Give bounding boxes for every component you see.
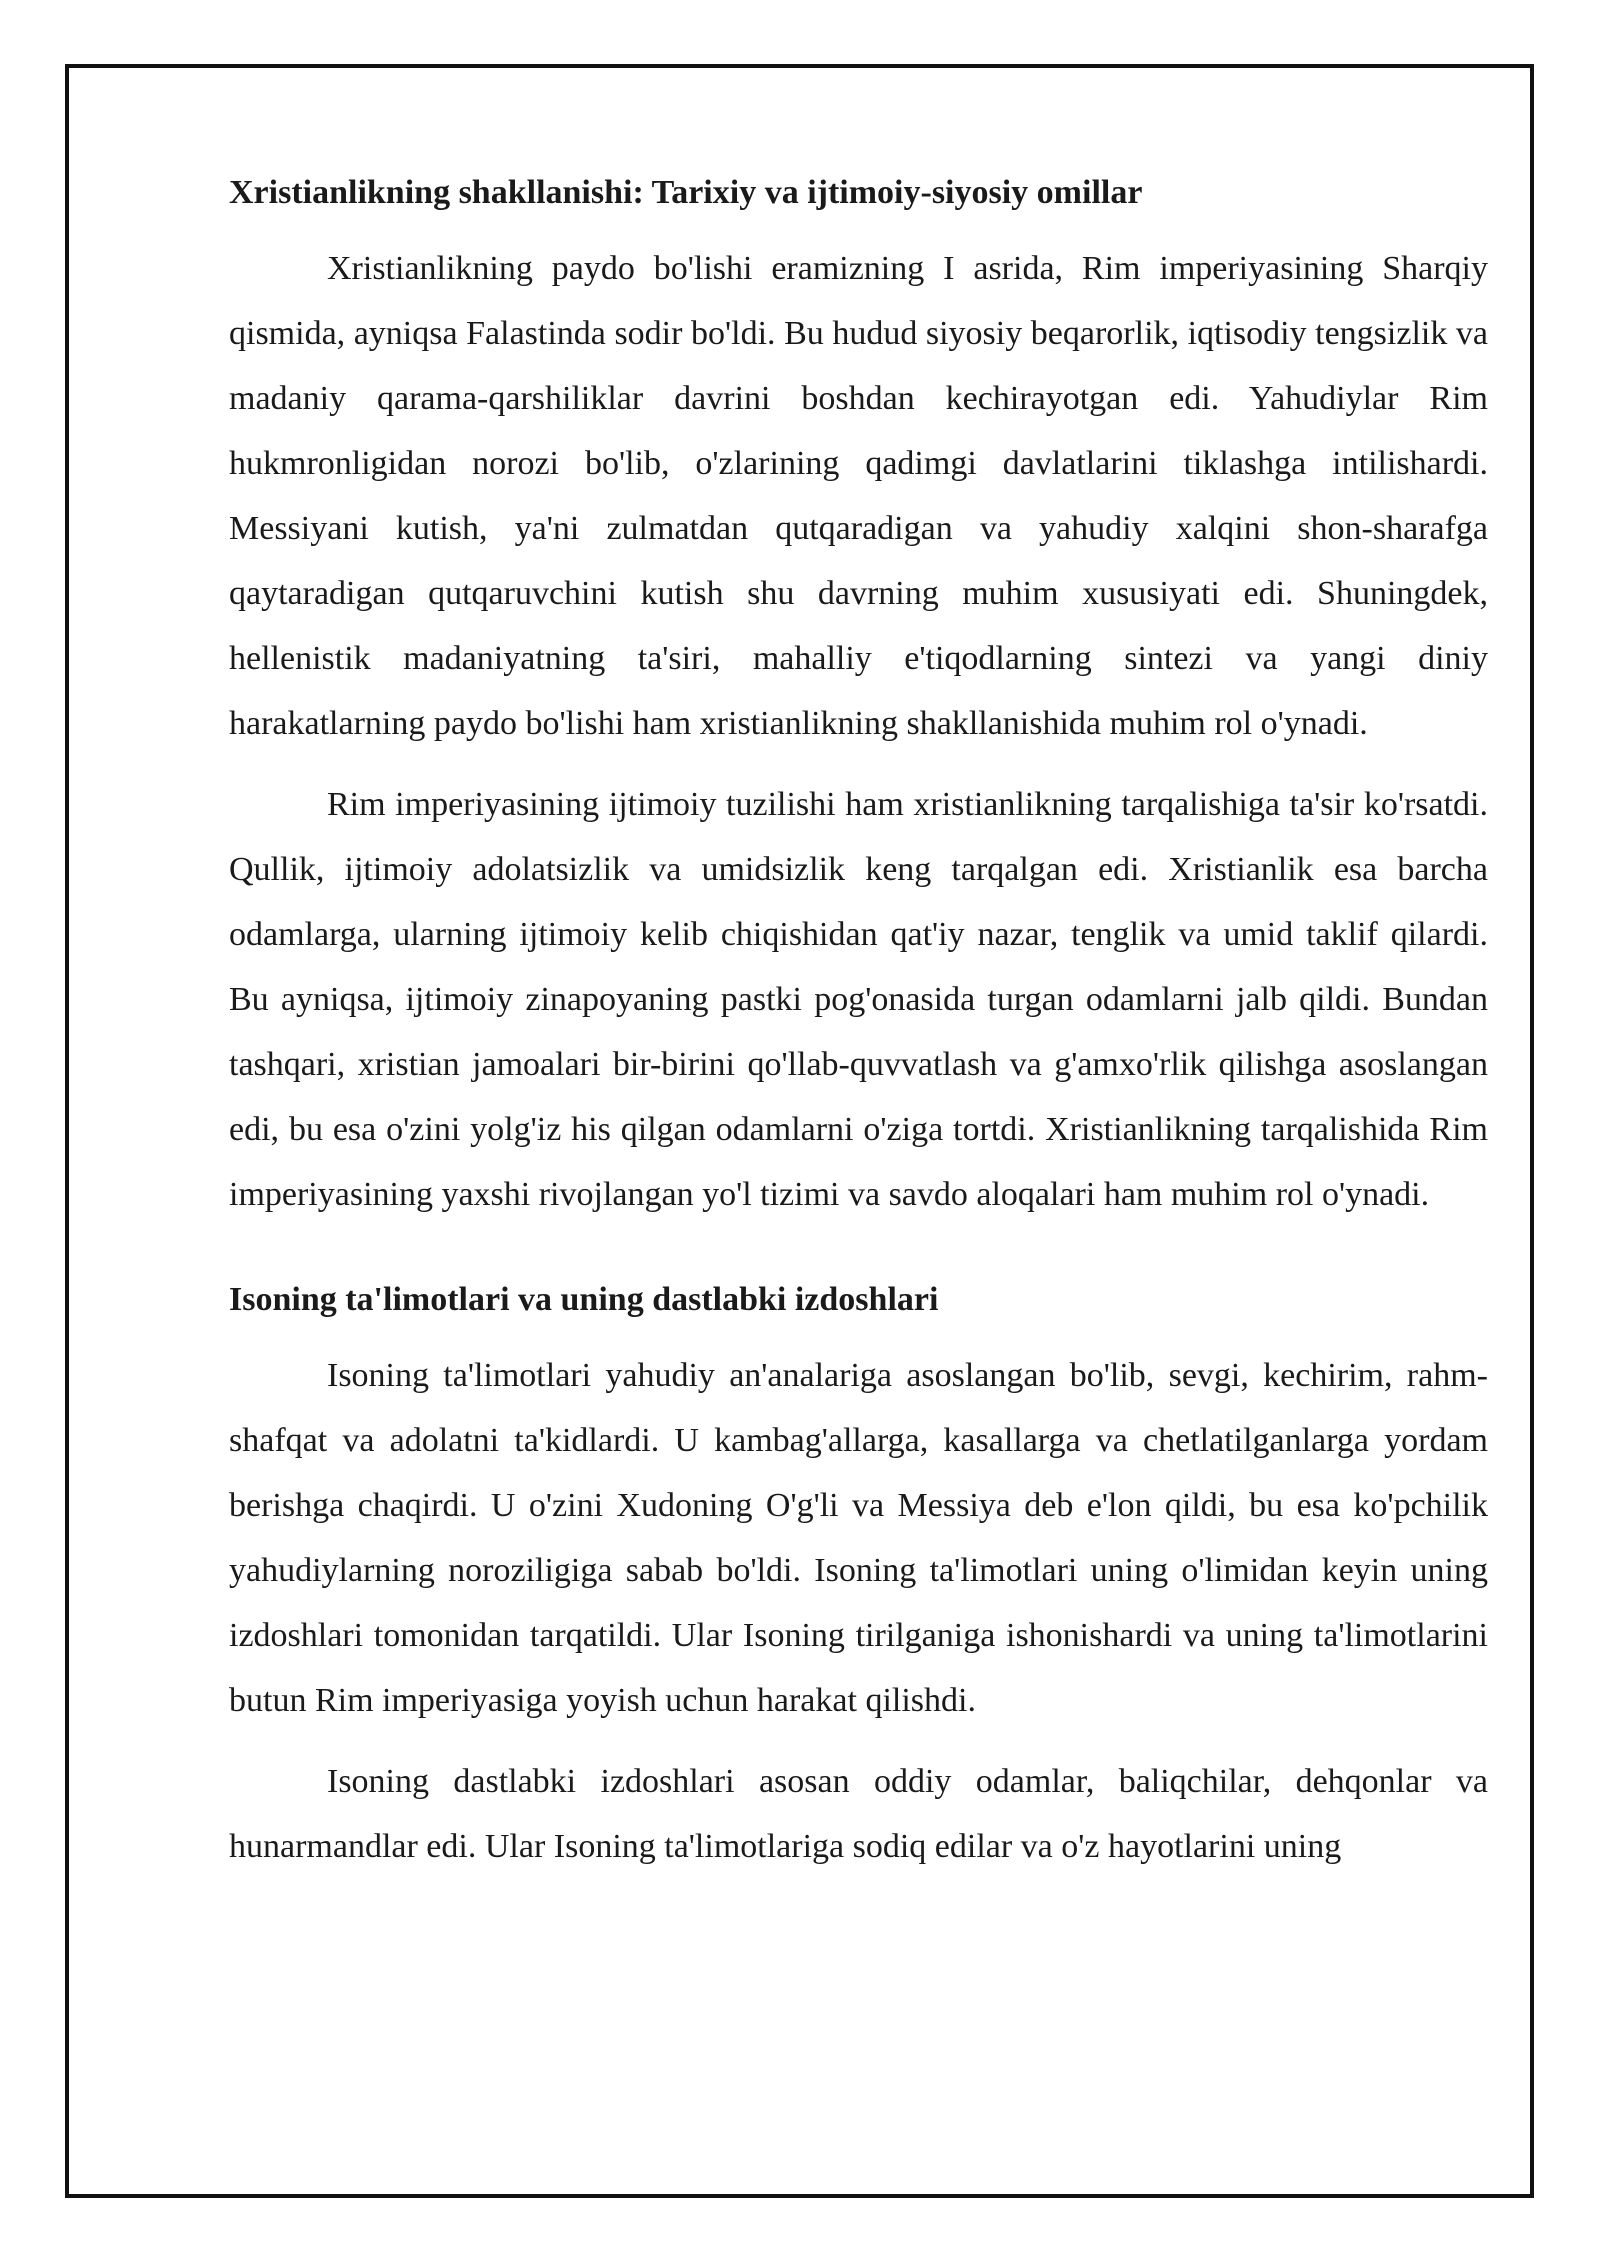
section-heading-teachings: Isoning ta'limotlari va uning dastlabki izdoshlari [229, 1281, 939, 1318]
paragraph: Rim imperiyasining ijtimoiy tuzilishi ham xristianlikning tarqalishiga ta'sir ko'rsatdi. Qullik, ijtimoiy adolatsizlik va umidsizlik keng tarqalgan edi. Xristianlik esa barcha odamlarga, ularning ijtimoiy kelib chiqishidan qat'iy nazar, tenglik va umid taklif qilardi. Bu ayniqsa, ijtimoiy zinapoyaning pastki pog'onasida turgan odamlarni jalb qildi. Bundan tashqari, xristian jamoalari bir-birini qo'llab-quvvatlash va g'amxo'rlik qilishga asoslangan edi, bu esa o'zini yolg'iz his qilgan odamlarni o'ziga tortdi. Xristianlikning tarqalishida Rim imperiyasining yaxshi rivojlangan yo'l tizimi va savdo aloqalari ham muhim rol o'ynadi. [229, 786, 1488, 1213]
paragraph: Xristianlikning paydo bo'lishi eramizning I asrida, Rim imperiyasining Sharqiy qismida, ayniqsa Falastinda sodir bo'ldi. Bu hudud siyosiy beqarorlik, iqtisodiy tengsizlik va madaniy qarama-qarshiliklar davrini boshdan kechirayotgan edi. Yahudiylar Rim hukmronligidan norozi bo'lib, o'zlarining qadimgi davlatlarini tiklashga intilishardi. Messiyani kutish, ya'ni zulmatdan qutqaradigan va yahudiy xalqini shon-sharafga qaytaradigan qutqaruvchini kutish shu davrning muhim xususiyati edi. Shuningdek, hellenistik madaniyatning ta'siri, mahalliy e'tiqodlarning sintezi va yangi diniy harakatlarning paydo bo'lishi ham xristianlikning shakllanishida muhim rol o'ynadi. [229, 250, 1488, 742]
paragraph: Isoning ta'limotlari yahudiy an'analariga asoslangan bo'lib, sevgi, kechirim, rahm-shafqat va adolatni ta'kidlardi. U kambag'allarga, kasallarga va chetlatilganlarga yordam berishga chaqirdi. U o'zini Xudoning O'g'li va Messiya deb e'lon qildi, bu esa ko'pchilik yahudiylarning noroziligiga sabab bo'ldi. Isoning ta'limotlari uning o'limidan keyin uning izdoshlari tomonidan tarqatildi. Ular Isoning tirilganiga ishonishardi va uning ta'limotlarini butun Rim imperiyasiga yoyish uchun harakat qilishdi. [229, 1357, 1488, 1719]
document-body [229, 170, 1488, 1895]
paragraph: Isoning dastlabki izdoshlari asosan oddiy odamlar, baliqchilar, dehqonlar va hunarmandlar edi. Ular Isoning ta'limotlariga sodiq edilar va o'z hayotlarini uning [229, 1763, 1488, 1865]
section-heading-formation: Xristianlikning shakllanishi: Tarixiy va ijtimoiy-siyosiy omillar [229, 174, 1143, 211]
